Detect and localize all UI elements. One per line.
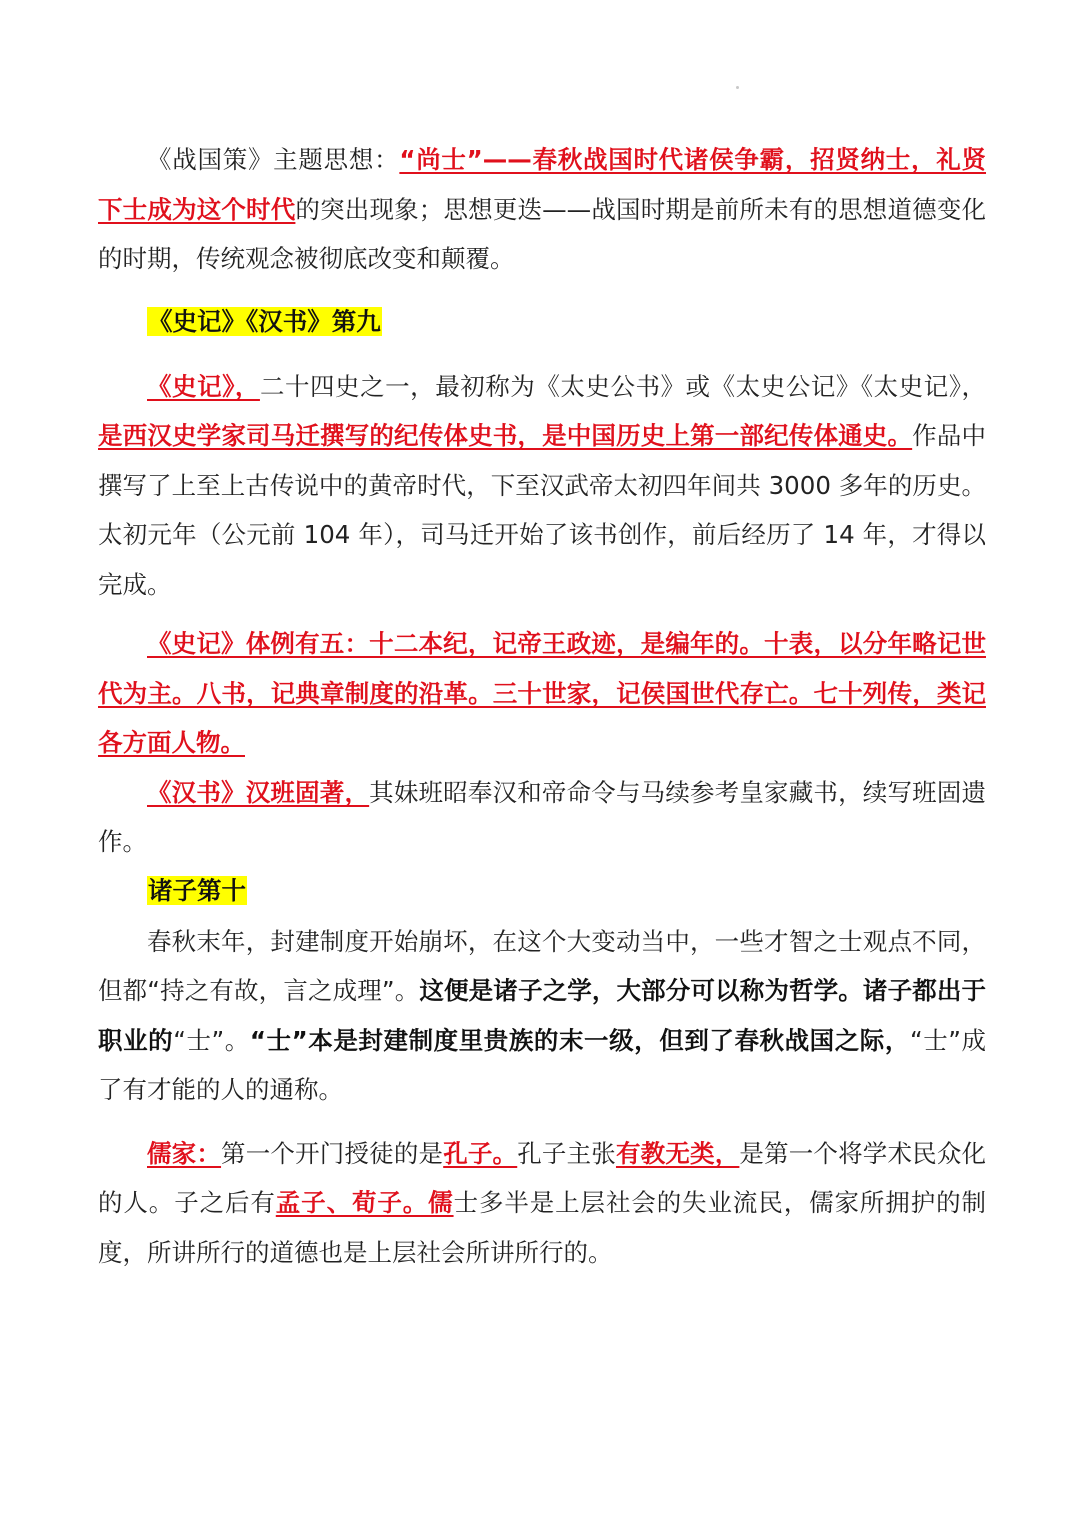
zhuzi-bold-2: “士”本是封建制度里贵族的末一级，但到了春秋战国之际，: [249, 1025, 910, 1055]
zhanguoce-key-point: “尚士”——春秋战国时代诸侯争霸，招贤纳士，礼贤下士成为这个时代: [98, 145, 987, 224]
section-heading-zhuzi: [98, 871, 986, 911]
paragraph-zhanguoce: [98, 135, 986, 284]
rujia-text-2: 孔子主张: [517, 1138, 616, 1168]
section-heading-shiji-hanshu: [98, 302, 986, 342]
paragraph-shiji-structure: [98, 619, 986, 768]
rujia-youjiao: 有教无类，: [615, 1138, 740, 1168]
shiji-structure-text: 《史记》体例有五：十二本纪，记帝王政迹，是编年的。十表，以分年略记世代为主。八书，记典章制度的沿革。三十世家，记侯国世代存亡。七十列传，类记各方面人物。: [98, 629, 986, 757]
hanshu-title: 《汉书》汉班固著，: [147, 777, 370, 807]
hanshu-desc: 其妹班昭奉汉和帝命令与马续参考皇家藏书，续写班固遗作。: [98, 777, 987, 856]
shiji-key-point: 是西汉史学家司马迁撰写的纪传体史书，是中国历史上第一部纪传体通史。: [98, 421, 913, 450]
shiji-content: 作品中撰写了上至上古传说中的黄帝时代，下至汉武帝太初四年间共 3000 多年的历史。太初元年（公元前 104 年），司马迁开始了该书创作，前后经历了 14 年，才得以完成。: [98, 421, 986, 599]
paragraph-shiji-intro: [98, 362, 986, 610]
rujia-mengzi-xunzi: 孟子、荀子。儒: [275, 1188, 454, 1217]
shiji-names: 二十四史之一，最初称为《太史公书》或《太史公记》《太史记》，: [259, 371, 987, 401]
shiji-title: 《史记》，: [147, 371, 260, 401]
zhanguoce-lead: 《战国策》主题思想：: [147, 145, 400, 174]
zhuzi-shi: “士”。: [173, 1025, 250, 1055]
scan-speck: [736, 86, 739, 89]
paragraph-zhuzi: [98, 917, 986, 1115]
document-page: [98, 135, 986, 1277]
rujia-text-3: 是第一个将学术民众化的人。子之后有: [98, 1138, 987, 1217]
heading-highlight: 诸子第十: [148, 875, 246, 905]
heading-highlight: 《史记》《汉书》第九: [148, 306, 381, 336]
zhuzi-intro: 春秋末年，封建制度开始崩坏，在这个大变动当中，一些才智之士观点不同，但都“持之有故，言之成理”。: [98, 926, 986, 1005]
rujia-text-1: 第一个开门授徒的是: [221, 1138, 444, 1168]
zhanguoce-rest: 的突出现象；思想更迭——战国时期是前所未有的思想道德变化的时期，传统观念被彻底改变和颠覆。: [98, 194, 987, 273]
zhuzi-end: “士”成了有才能的人的通称。: [98, 1025, 987, 1104]
paragraph-hanshu: [98, 768, 986, 867]
zhuzi-bold-1: 这便是诸子之学，大部分可以称为哲学。诸子都出于职业的: [98, 976, 986, 1055]
paragraph-rujia: [98, 1129, 986, 1278]
rujia-kongzi: 孔子。: [443, 1138, 518, 1168]
rujia-label: 儒家：: [147, 1138, 222, 1168]
rujia-text-4: 士多半是上层社会的失业流民，儒家所拥护的制度，所讲所行的道德也是上层社会所讲所行的。: [98, 1188, 987, 1267]
